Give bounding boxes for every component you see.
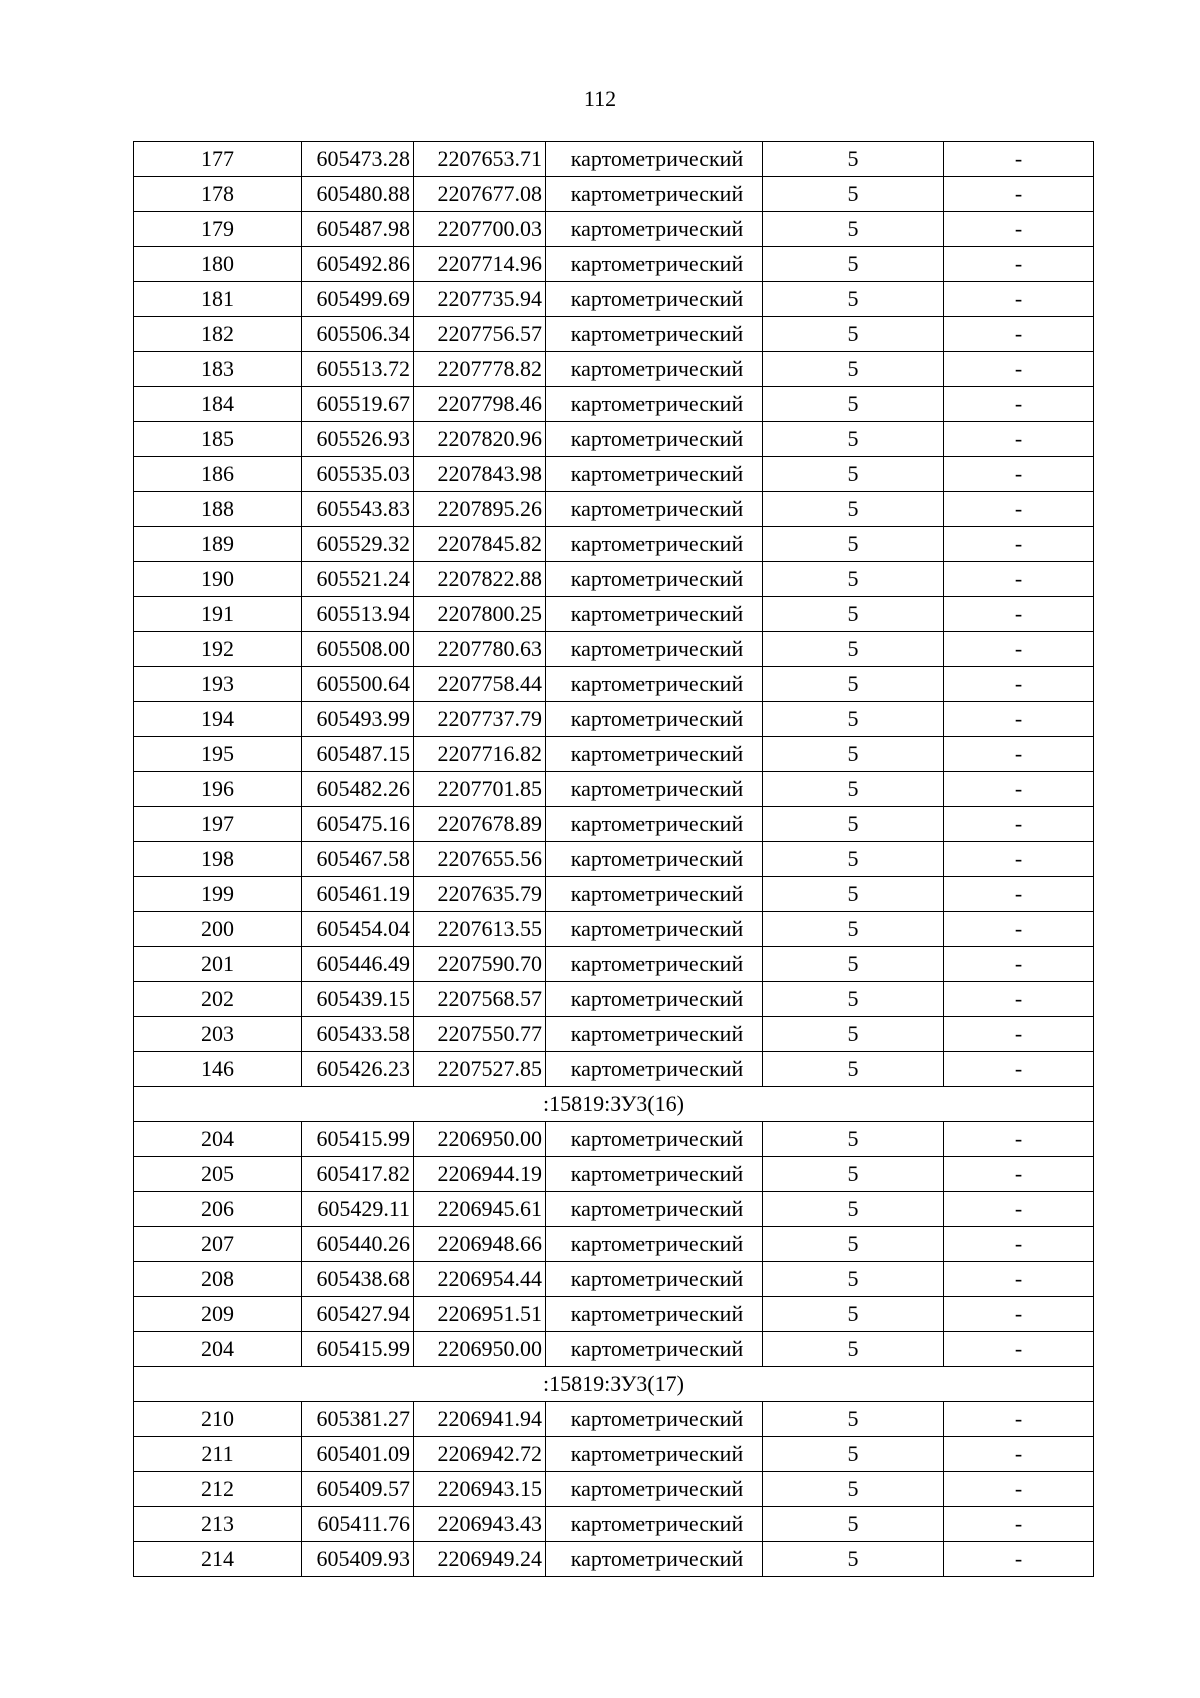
method-cell: картометрический [546, 352, 763, 387]
description-cell: - [944, 737, 1094, 772]
description-cell: - [944, 1052, 1094, 1087]
method-cell: картометрический [546, 317, 763, 352]
x-coordinate-cell: 605492.86 [302, 247, 414, 282]
x-coordinate-cell: 605417.82 [302, 1157, 414, 1192]
y-coordinate-cell: 2207845.82 [414, 527, 546, 562]
y-coordinate-cell: 2207780.63 [414, 632, 546, 667]
page-number: 112 [583, 86, 617, 111]
accuracy-cell: 5 [763, 877, 944, 912]
description-cell: - [944, 177, 1094, 212]
table-row [134, 1472, 1094, 1507]
method-cell: картометрический [546, 1507, 763, 1542]
point-number-cell: 200 [134, 912, 302, 947]
point-number-cell: 202 [134, 982, 302, 1017]
point-number-cell: 207 [134, 1227, 302, 1262]
x-coordinate-cell: 605467.58 [302, 842, 414, 877]
table-row [134, 1297, 1094, 1332]
x-coordinate-cell: 605519.67 [302, 387, 414, 422]
table-row [134, 142, 1094, 177]
point-number-cell: 204 [134, 1122, 302, 1157]
table-row [134, 1157, 1094, 1192]
x-coordinate-cell: 605433.58 [302, 1017, 414, 1052]
point-number-cell: 208 [134, 1262, 302, 1297]
x-coordinate-cell: 605409.57 [302, 1472, 414, 1507]
method-cell: картометрический [546, 1227, 763, 1262]
description-cell: - [944, 492, 1094, 527]
y-coordinate-cell: 2207716.82 [414, 737, 546, 772]
description-cell: - [944, 947, 1094, 982]
x-coordinate-cell: 605499.69 [302, 282, 414, 317]
accuracy-cell: 5 [763, 1437, 944, 1472]
y-coordinate-cell: 2207655.56 [414, 842, 546, 877]
table-row [134, 1192, 1094, 1227]
coordinates-table-body [134, 142, 1094, 1577]
table-row [134, 282, 1094, 317]
description-cell: - [944, 1262, 1094, 1297]
table-row [134, 1227, 1094, 1262]
method-cell: картометрический [546, 947, 763, 982]
description-cell: - [944, 317, 1094, 352]
table-row [134, 1262, 1094, 1297]
y-coordinate-cell: 2207527.85 [414, 1052, 546, 1087]
point-number-cell: 203 [134, 1017, 302, 1052]
description-cell: - [944, 1472, 1094, 1507]
accuracy-cell: 5 [763, 1542, 944, 1577]
table-row [134, 422, 1094, 457]
method-cell: картометрический [546, 1122, 763, 1157]
table-row [134, 492, 1094, 527]
method-cell: картометрический [546, 807, 763, 842]
table-row [134, 1402, 1094, 1437]
y-coordinate-cell: 2207568.57 [414, 982, 546, 1017]
point-number-cell: 199 [134, 877, 302, 912]
point-number-cell: 179 [134, 212, 302, 247]
y-coordinate-cell: 2206945.61 [414, 1192, 546, 1227]
y-coordinate-cell: 2207635.79 [414, 877, 546, 912]
x-coordinate-cell: 605415.99 [302, 1122, 414, 1157]
method-cell: картометрический [546, 982, 763, 1017]
table-row [134, 527, 1094, 562]
table-row [134, 597, 1094, 632]
accuracy-cell: 5 [763, 1332, 944, 1367]
x-coordinate-cell: 605493.99 [302, 702, 414, 737]
method-cell: картометрический [546, 912, 763, 947]
accuracy-cell: 5 [763, 527, 944, 562]
point-number-cell: 193 [134, 667, 302, 702]
x-coordinate-cell: 605429.11 [302, 1192, 414, 1227]
description-cell: - [944, 1332, 1094, 1367]
method-cell: картометрический [546, 492, 763, 527]
method-cell: картометрический [546, 1437, 763, 1472]
x-coordinate-cell: 605513.94 [302, 597, 414, 632]
description-cell: - [944, 1437, 1094, 1472]
method-cell: картометрический [546, 387, 763, 422]
section-label: :15819:ЗУ3(17) [134, 1367, 1094, 1402]
accuracy-cell: 5 [763, 142, 944, 177]
y-coordinate-cell: 2206943.15 [414, 1472, 546, 1507]
point-number-cell: 184 [134, 387, 302, 422]
section-row [134, 1087, 1094, 1122]
x-coordinate-cell: 605473.28 [302, 142, 414, 177]
y-coordinate-cell: 2207843.98 [414, 457, 546, 492]
x-coordinate-cell: 605475.16 [302, 807, 414, 842]
table-row [134, 947, 1094, 982]
description-cell: - [944, 1122, 1094, 1157]
description-cell: - [944, 1297, 1094, 1332]
table-row [134, 1122, 1094, 1157]
point-number-cell: 188 [134, 492, 302, 527]
description-cell: - [944, 1157, 1094, 1192]
point-number-cell: 206 [134, 1192, 302, 1227]
method-cell: картометрический [546, 1297, 763, 1332]
accuracy-cell: 5 [763, 772, 944, 807]
description-cell: - [944, 212, 1094, 247]
x-coordinate-cell: 605487.98 [302, 212, 414, 247]
table-row [134, 1052, 1094, 1087]
description-cell: - [944, 422, 1094, 457]
description-cell: - [944, 1542, 1094, 1577]
y-coordinate-cell: 2207590.70 [414, 947, 546, 982]
table-row [134, 842, 1094, 877]
description-cell: - [944, 1402, 1094, 1437]
x-coordinate-cell: 605529.32 [302, 527, 414, 562]
table-row [134, 912, 1094, 947]
point-number-cell: 213 [134, 1507, 302, 1542]
description-cell: - [944, 527, 1094, 562]
method-cell: картометрический [546, 562, 763, 597]
description-cell: - [944, 807, 1094, 842]
method-cell: картометрический [546, 457, 763, 492]
description-cell: - [944, 912, 1094, 947]
table-row [134, 1017, 1094, 1052]
y-coordinate-cell: 2207735.94 [414, 282, 546, 317]
description-cell: - [944, 772, 1094, 807]
point-number-cell: 182 [134, 317, 302, 352]
point-number-cell: 214 [134, 1542, 302, 1577]
point-number-cell: 189 [134, 527, 302, 562]
y-coordinate-cell: 2206944.19 [414, 1157, 546, 1192]
y-coordinate-cell: 2207714.96 [414, 247, 546, 282]
table-row [134, 212, 1094, 247]
point-number-cell: 204 [134, 1332, 302, 1367]
description-cell: - [944, 982, 1094, 1017]
x-coordinate-cell: 605411.76 [302, 1507, 414, 1542]
point-number-cell: 205 [134, 1157, 302, 1192]
method-cell: картометрический [546, 667, 763, 702]
method-cell: картометрический [546, 177, 763, 212]
method-cell: картометрический [546, 1542, 763, 1577]
table-row [134, 807, 1094, 842]
method-cell: картометрический [546, 772, 763, 807]
description-cell: - [944, 667, 1094, 702]
x-coordinate-cell: 605508.00 [302, 632, 414, 667]
point-number-cell: 211 [134, 1437, 302, 1472]
x-coordinate-cell: 605535.03 [302, 457, 414, 492]
y-coordinate-cell: 2206948.66 [414, 1227, 546, 1262]
method-cell: картометрический [546, 527, 763, 562]
y-coordinate-cell: 2206943.43 [414, 1507, 546, 1542]
accuracy-cell: 5 [763, 1017, 944, 1052]
y-coordinate-cell: 2207550.77 [414, 1017, 546, 1052]
y-coordinate-cell: 2206954.44 [414, 1262, 546, 1297]
point-number-cell: 190 [134, 562, 302, 597]
point-number-cell: 209 [134, 1297, 302, 1332]
x-coordinate-cell: 605446.49 [302, 947, 414, 982]
x-coordinate-cell: 605521.24 [302, 562, 414, 597]
y-coordinate-cell: 2206949.24 [414, 1542, 546, 1577]
accuracy-cell: 5 [763, 632, 944, 667]
x-coordinate-cell: 605427.94 [302, 1297, 414, 1332]
description-cell: - [944, 562, 1094, 597]
table-row [134, 877, 1094, 912]
description-cell: - [944, 1192, 1094, 1227]
method-cell: картометрический [546, 597, 763, 632]
accuracy-cell: 5 [763, 912, 944, 947]
section-label: :15819:ЗУ3(16) [134, 1087, 1094, 1122]
point-number-cell: 196 [134, 772, 302, 807]
method-cell: картометрический [546, 737, 763, 772]
accuracy-cell: 5 [763, 667, 944, 702]
description-cell: - [944, 632, 1094, 667]
point-number-cell: 192 [134, 632, 302, 667]
accuracy-cell: 5 [763, 282, 944, 317]
table-row [134, 1332, 1094, 1367]
accuracy-cell: 5 [763, 1052, 944, 1087]
accuracy-cell: 5 [763, 842, 944, 877]
accuracy-cell: 5 [763, 1192, 944, 1227]
accuracy-cell: 5 [763, 1262, 944, 1297]
table-row [134, 317, 1094, 352]
table-row [134, 457, 1094, 492]
y-coordinate-cell: 2206941.94 [414, 1402, 546, 1437]
y-coordinate-cell: 2207653.71 [414, 142, 546, 177]
method-cell: картометрический [546, 632, 763, 667]
point-number-cell: 177 [134, 142, 302, 177]
y-coordinate-cell: 2207701.85 [414, 772, 546, 807]
accuracy-cell: 5 [763, 212, 944, 247]
method-cell: картометрический [546, 1332, 763, 1367]
description-cell: - [944, 1507, 1094, 1542]
description-cell: - [944, 702, 1094, 737]
x-coordinate-cell: 605401.09 [302, 1437, 414, 1472]
description-cell: - [944, 387, 1094, 422]
accuracy-cell: 5 [763, 177, 944, 212]
description-cell: - [944, 877, 1094, 912]
method-cell: картометрический [546, 877, 763, 912]
table-row [134, 1507, 1094, 1542]
y-coordinate-cell: 2206950.00 [414, 1122, 546, 1157]
method-cell: картометрический [546, 1157, 763, 1192]
point-number-cell: 146 [134, 1052, 302, 1087]
method-cell: картометрический [546, 247, 763, 282]
table-row [134, 772, 1094, 807]
point-number-cell: 212 [134, 1472, 302, 1507]
table-row [134, 667, 1094, 702]
x-coordinate-cell: 605381.27 [302, 1402, 414, 1437]
x-coordinate-cell: 605461.19 [302, 877, 414, 912]
table-row [134, 247, 1094, 282]
point-number-cell: 210 [134, 1402, 302, 1437]
method-cell: картометрический [546, 1192, 763, 1227]
accuracy-cell: 5 [763, 1297, 944, 1332]
coordinates-table [133, 141, 1094, 1577]
y-coordinate-cell: 2206951.51 [414, 1297, 546, 1332]
table-row [134, 982, 1094, 1017]
table-row [134, 737, 1094, 772]
accuracy-cell: 5 [763, 247, 944, 282]
table-row [134, 387, 1094, 422]
y-coordinate-cell: 2207778.82 [414, 352, 546, 387]
description-cell: - [944, 247, 1094, 282]
y-coordinate-cell: 2206942.72 [414, 1437, 546, 1472]
method-cell: картометрический [546, 842, 763, 877]
point-number-cell: 195 [134, 737, 302, 772]
x-coordinate-cell: 605440.26 [302, 1227, 414, 1262]
table-row [134, 632, 1094, 667]
y-coordinate-cell: 2207677.08 [414, 177, 546, 212]
accuracy-cell: 5 [763, 807, 944, 842]
accuracy-cell: 5 [763, 1122, 944, 1157]
point-number-cell: 201 [134, 947, 302, 982]
y-coordinate-cell: 2207820.96 [414, 422, 546, 457]
method-cell: картометрический [546, 282, 763, 317]
description-cell: - [944, 282, 1094, 317]
y-coordinate-cell: 2207800.25 [414, 597, 546, 632]
method-cell: картометрический [546, 1052, 763, 1087]
y-coordinate-cell: 2207678.89 [414, 807, 546, 842]
method-cell: картометрический [546, 1262, 763, 1297]
method-cell: картометрический [546, 1472, 763, 1507]
table-row [134, 562, 1094, 597]
x-coordinate-cell: 605454.04 [302, 912, 414, 947]
accuracy-cell: 5 [763, 982, 944, 1017]
point-number-cell: 185 [134, 422, 302, 457]
point-number-cell: 191 [134, 597, 302, 632]
point-number-cell: 198 [134, 842, 302, 877]
point-number-cell: 178 [134, 177, 302, 212]
accuracy-cell: 5 [763, 597, 944, 632]
method-cell: картометрический [546, 702, 763, 737]
description-cell: - [944, 1017, 1094, 1052]
description-cell: - [944, 457, 1094, 492]
accuracy-cell: 5 [763, 737, 944, 772]
accuracy-cell: 5 [763, 947, 944, 982]
method-cell: картометрический [546, 422, 763, 457]
x-coordinate-cell: 605439.15 [302, 982, 414, 1017]
x-coordinate-cell: 605480.88 [302, 177, 414, 212]
x-coordinate-cell: 605500.64 [302, 667, 414, 702]
point-number-cell: 186 [134, 457, 302, 492]
method-cell: картометрический [546, 1017, 763, 1052]
x-coordinate-cell: 605543.83 [302, 492, 414, 527]
description-cell: - [944, 597, 1094, 632]
x-coordinate-cell: 605438.68 [302, 1262, 414, 1297]
point-number-cell: 197 [134, 807, 302, 842]
y-coordinate-cell: 2207737.79 [414, 702, 546, 737]
x-coordinate-cell: 605409.93 [302, 1542, 414, 1577]
table-row [134, 1437, 1094, 1472]
y-coordinate-cell: 2207895.26 [414, 492, 546, 527]
description-cell: - [944, 142, 1094, 177]
description-cell: - [944, 842, 1094, 877]
y-coordinate-cell: 2207798.46 [414, 387, 546, 422]
point-number-cell: 183 [134, 352, 302, 387]
accuracy-cell: 5 [763, 702, 944, 737]
accuracy-cell: 5 [763, 562, 944, 597]
x-coordinate-cell: 605426.23 [302, 1052, 414, 1087]
method-cell: картометрический [546, 142, 763, 177]
table-row [134, 177, 1094, 212]
y-coordinate-cell: 2207756.57 [414, 317, 546, 352]
accuracy-cell: 5 [763, 457, 944, 492]
table-row [134, 352, 1094, 387]
description-cell: - [944, 1227, 1094, 1262]
x-coordinate-cell: 605482.26 [302, 772, 414, 807]
accuracy-cell: 5 [763, 1402, 944, 1437]
x-coordinate-cell: 605487.15 [302, 737, 414, 772]
x-coordinate-cell: 605506.34 [302, 317, 414, 352]
method-cell: картометрический [546, 212, 763, 247]
accuracy-cell: 5 [763, 387, 944, 422]
accuracy-cell: 5 [763, 1507, 944, 1542]
y-coordinate-cell: 2207613.55 [414, 912, 546, 947]
y-coordinate-cell: 2207700.03 [414, 212, 546, 247]
y-coordinate-cell: 2206950.00 [414, 1332, 546, 1367]
section-row [134, 1367, 1094, 1402]
y-coordinate-cell: 2207822.88 [414, 562, 546, 597]
point-number-cell: 194 [134, 702, 302, 737]
accuracy-cell: 5 [763, 1227, 944, 1262]
accuracy-cell: 5 [763, 317, 944, 352]
x-coordinate-cell: 605526.93 [302, 422, 414, 457]
point-number-cell: 180 [134, 247, 302, 282]
accuracy-cell: 5 [763, 352, 944, 387]
x-coordinate-cell: 605513.72 [302, 352, 414, 387]
y-coordinate-cell: 2207758.44 [414, 667, 546, 702]
table-row [134, 1542, 1094, 1577]
point-number-cell: 181 [134, 282, 302, 317]
accuracy-cell: 5 [763, 422, 944, 457]
accuracy-cell: 5 [763, 1157, 944, 1192]
table-row [134, 702, 1094, 737]
accuracy-cell: 5 [763, 1472, 944, 1507]
description-cell: - [944, 352, 1094, 387]
x-coordinate-cell: 605415.99 [302, 1332, 414, 1367]
method-cell: картометрический [546, 1402, 763, 1437]
accuracy-cell: 5 [763, 492, 944, 527]
